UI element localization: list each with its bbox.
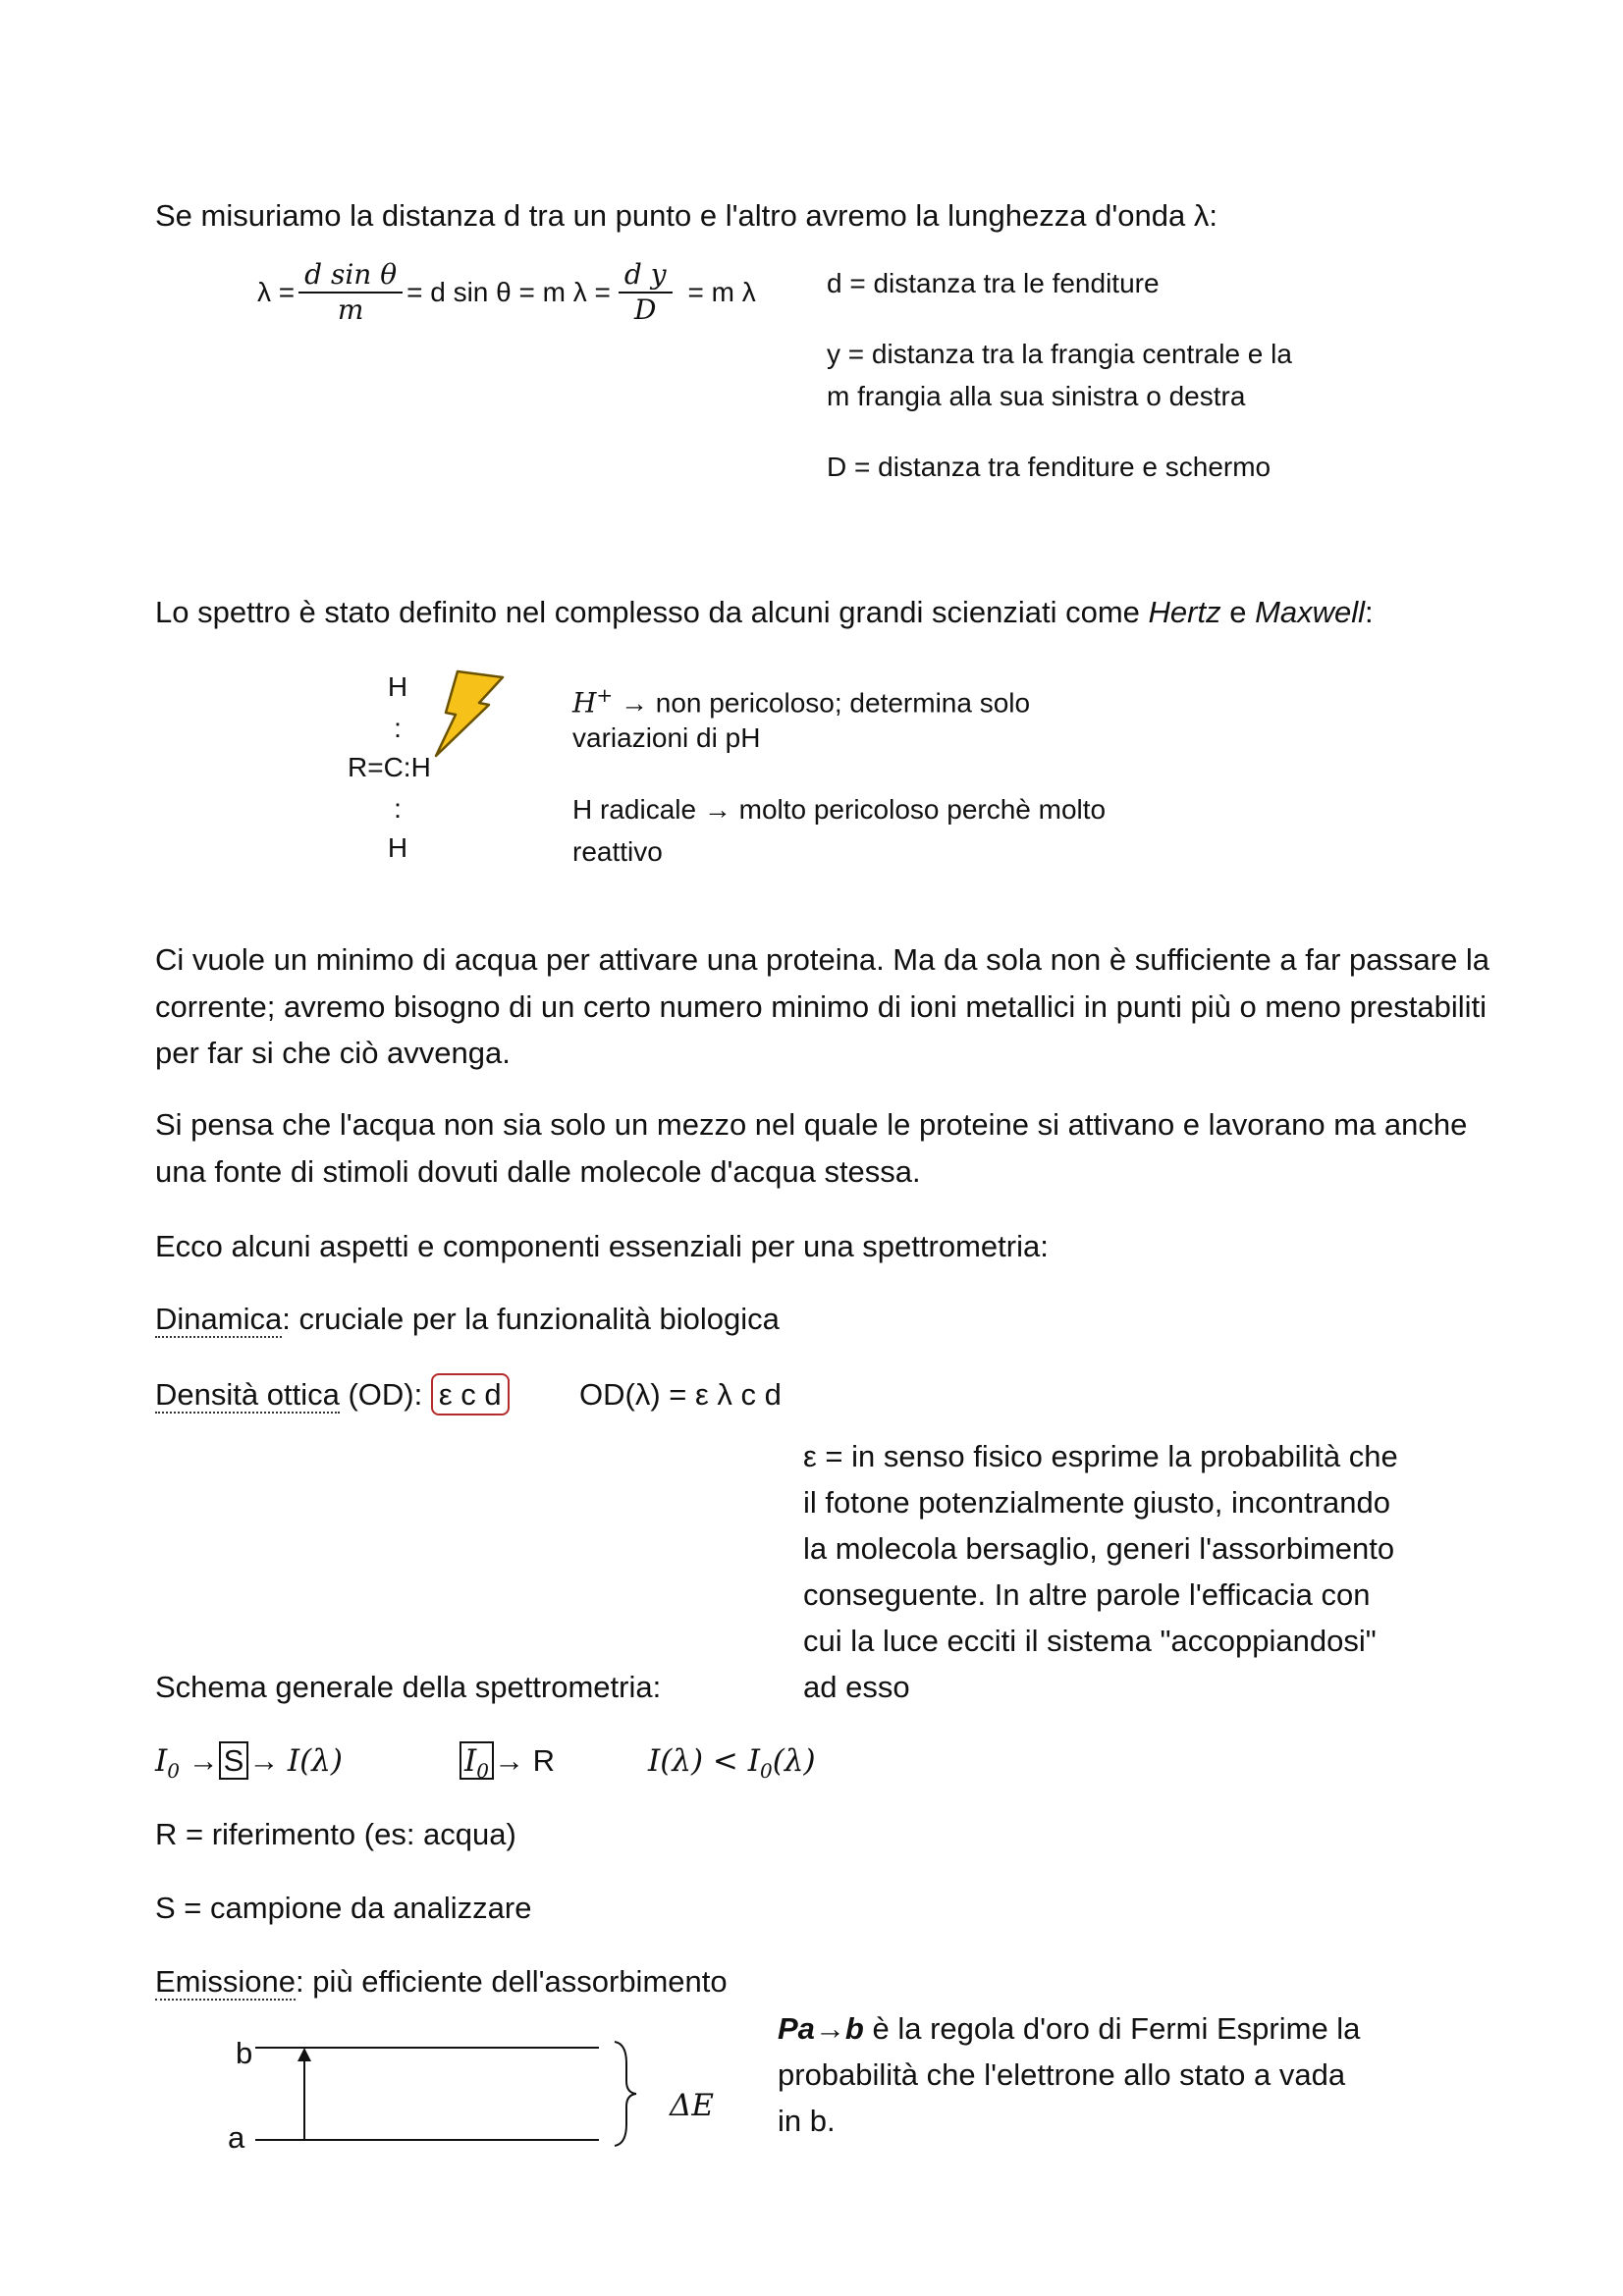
epsilon-line4: conseguente. In altre parole l'efficacia con xyxy=(803,1577,1371,1612)
schema-reference xyxy=(460,1737,555,1794)
r-definition: R = riferimento (es: acqua) xyxy=(155,1817,516,1851)
dinamica-line xyxy=(155,1296,780,1342)
paragraph-1: Ci vuole un minimo di acqua per attivare una proteina. Ma da sola non è sufficiente a far passare la corrente; avremo bisogno di un certo numero minimo di ioni metallici in punti più o meno prestabiliti per far si che ciò avvenga. xyxy=(155,942,1490,1070)
level-a-label: a xyxy=(228,2120,245,2155)
epsilon-line6: ad esso xyxy=(803,1670,910,1704)
formula-end: = m λ xyxy=(687,277,756,307)
def-y-line2: m frangia alla sua sinistra o destra xyxy=(827,381,1246,411)
brace xyxy=(615,2042,636,2146)
formula-middle: = d sin θ = m λ = xyxy=(406,277,611,307)
spectrum-and: e xyxy=(1220,595,1256,629)
fraction-1-denominator: m xyxy=(337,294,364,326)
fraction-1 xyxy=(298,260,403,325)
paragraph-3: Ecco alcuni aspetti e componenti essenziali per una spettrometria: xyxy=(155,1229,1049,1263)
level-b-label: b xyxy=(236,2036,253,2070)
delta-e-label: ΔE xyxy=(670,2088,715,2123)
fraction-2-denominator: D xyxy=(633,294,657,326)
fermi-line3: in b. xyxy=(778,2104,836,2138)
paragraph-2: Si pensa che l'acqua non sia solo un mezzo nel quale le proteine si attivano e lavorano ma anche una fonte di stimoli dovuti dalle molecole d'acqua stessa. xyxy=(155,1107,1468,1189)
epsilon-line2: il fotone potenzialmente giusto, incontrando xyxy=(803,1485,1391,1520)
schema-title: Schema generale della spettrometria: xyxy=(155,1670,662,1704)
dinamica-term: Dinamica xyxy=(155,1302,283,1336)
molecule-bottom: H xyxy=(387,832,408,863)
od-formula: OD(λ) = ε λ c d xyxy=(579,1377,782,1412)
spectrum-before: Lo spettro è stato definito nel complesso da alcuni grandi scienziati come xyxy=(155,595,1149,629)
od-label: (OD): xyxy=(339,1377,423,1412)
epsilon-line5: cui la luce ecciti il sistema "accoppiandosi" xyxy=(803,1624,1377,1658)
def-D: D = distanza tra fenditure e schermo xyxy=(827,452,1271,482)
schema-arrow-1: → xyxy=(188,1743,219,1778)
schema-sample-box: S xyxy=(219,1741,249,1780)
energy-level-diagram xyxy=(216,2032,658,2160)
hplus-symbol: H xyxy=(572,686,597,720)
schema-ref-r: R xyxy=(532,1743,555,1778)
schema-ref-i0-sub: 0 xyxy=(476,1759,489,1784)
fraction-2 xyxy=(619,260,673,325)
spectrum-maxwell: Maxwell xyxy=(1255,595,1366,629)
molecule-top: H xyxy=(387,671,408,702)
molecule-colon-2: : xyxy=(394,793,402,824)
emissione-text: : più efficiente dell'assorbimento xyxy=(296,1964,728,1999)
epsilon-line3: la molecola bersaglio, generi l'assorbimento xyxy=(803,1531,1395,1566)
def-y-line1: y = distanza tra la frangia centrale e la xyxy=(827,339,1292,369)
schema-arrow-2: → xyxy=(248,1743,280,1778)
epsilon-line1: ε = in senso fisico esprime la probabilità che xyxy=(803,1439,1398,1473)
schema-ref-i0: I xyxy=(464,1743,477,1779)
molecule-middle: R=C:H xyxy=(348,752,431,782)
formula-lhs: λ = xyxy=(257,277,296,307)
hplus-line2: variazioni di pH xyxy=(572,722,761,753)
schema-arrow-3: → xyxy=(493,1743,524,1778)
hplus-superscript: + xyxy=(596,683,614,707)
radical-line2: reattivo xyxy=(572,836,663,867)
molecule-colon-1: : xyxy=(394,713,402,743)
od-line xyxy=(155,1371,510,1417)
schema-i0: I xyxy=(155,1743,168,1779)
transition-arrow-head xyxy=(298,2048,311,2061)
spectrum-hertz: Hertz xyxy=(1148,595,1221,629)
fermi-bold: Pa→b xyxy=(778,2011,864,2046)
od-term: Densità ottica xyxy=(155,1377,340,1412)
emissione-term: Emissione xyxy=(155,1964,296,1999)
fraction-2-numerator: d y xyxy=(619,260,673,294)
schema-inequality xyxy=(648,1737,816,1794)
intro-text: Se misuriamo la distanza d tra un punto e l'altro avremo la lunghezza d'onda λ: xyxy=(155,198,1217,233)
fraction-1-numerator: d sin θ xyxy=(298,260,403,294)
hplus-text-1: → non pericoloso; determina solo xyxy=(613,687,1031,719)
schema-i0-box xyxy=(460,1741,494,1784)
fermi-line1 xyxy=(778,2005,1360,2052)
spectrum-after: : xyxy=(1365,595,1374,629)
schema-i0-sub: 0 xyxy=(167,1759,180,1784)
spectrum-text xyxy=(155,589,1374,635)
emissione-line xyxy=(155,1958,728,2004)
schema-output: I(λ) xyxy=(287,1743,344,1779)
dinamica-text: : cruciale per la funzionalità biologica xyxy=(282,1302,780,1336)
schema-ineq-sub: 0 xyxy=(760,1759,773,1784)
od-boxed-expression: ε c d xyxy=(431,1373,510,1415)
schema-sample xyxy=(155,1737,343,1794)
wavelength-formula xyxy=(257,260,756,325)
schema-ineq-left: I(λ) < I xyxy=(648,1743,761,1779)
fermi-line2: probabilità che l'elettrone allo stato a vada xyxy=(778,2057,1346,2092)
schema-ineq-right: (λ) xyxy=(772,1743,816,1779)
fermi-text-1: è la regola d'oro di Fermi Esprime la xyxy=(863,2011,1361,2046)
def-d: d = distanza tra le fenditure xyxy=(827,268,1160,298)
lightning-icon xyxy=(428,669,507,758)
radical-line1: H radicale → molto pericoloso perchè molto xyxy=(572,794,1107,825)
s-definition: S = campione da analizzare xyxy=(155,1891,532,1925)
